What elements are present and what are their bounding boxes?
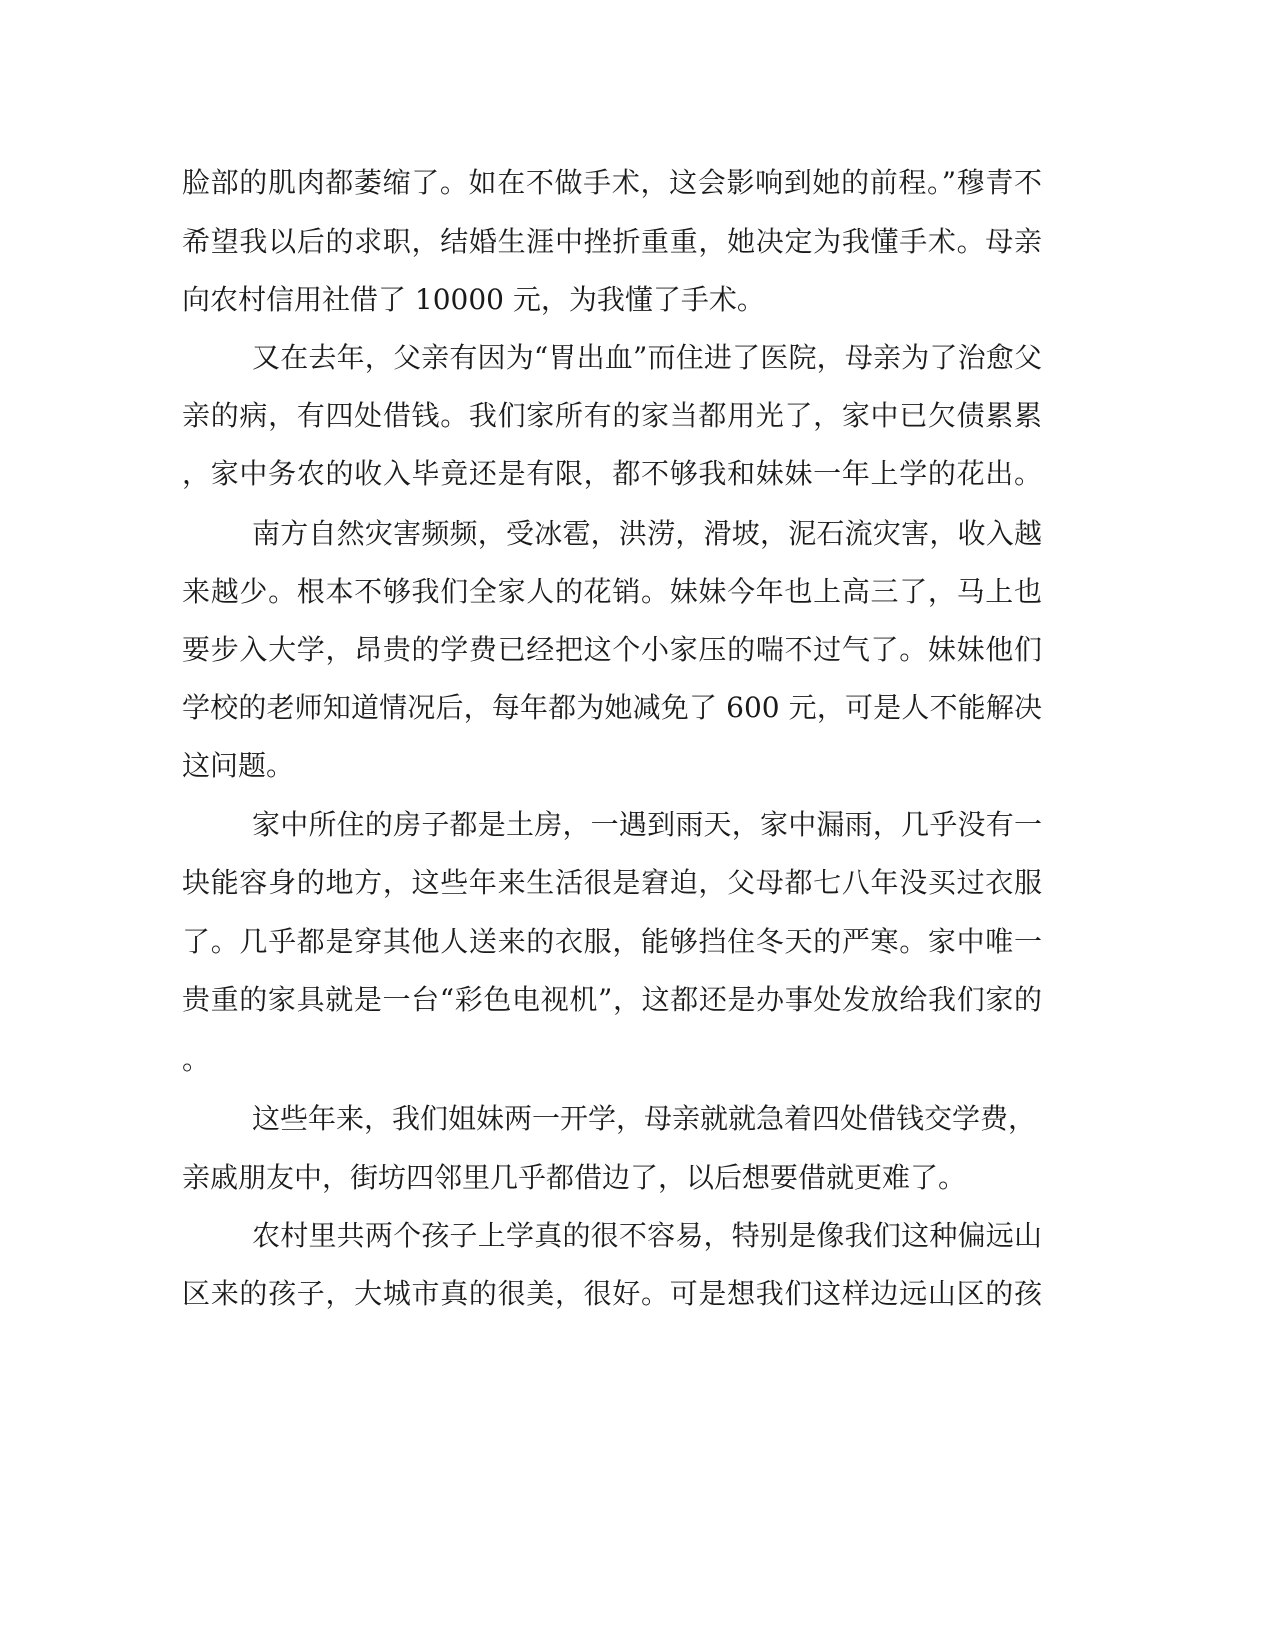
paragraph-first-line: 南方自然灾害频频，受冰雹，洪涝，滑坡，泥石流灾害，收入越 [252,517,1042,550]
text-line: 区来的孩子，大城市真的很美，很好。可是想我们这样边远山区的孩 [182,1277,1042,1310]
text-line: 贵重的家具就是一台“彩色电视机”，这都还是办事处发放给我们家的 [182,983,1042,1016]
text-line: 脸部的肌肉都萎缩了。如在不做手术，这会影响到她的前程。”穆青不 [182,166,1042,199]
text-line: 学校的老师知道情况后，每年都为她减免了 600 元，可是人不能解决 [182,691,1042,724]
text-line: 这问题。 [182,749,295,782]
text-line: 。 [182,1043,211,1076]
text-line: 了。几乎都是穿其他人送来的衣服，能够挡住冬天的严寒。家中唯一 [182,925,1042,958]
text-line: 亲戚朋友中，街坊四邻里几乎都借边了，以后想要借就更难了。 [182,1161,967,1194]
paragraph-first-line: 这些年来，我们姐妹两一开学，母亲就就急着四处借钱交学费， [252,1102,1037,1135]
text-line: 来越少。根本不够我们全家人的花销。妹妹今年也上高三了，马上也 [182,575,1042,608]
paragraph-first-line: 农村里共两个孩子上学真的很不容易，特别是像我们这种偏远山 [252,1219,1042,1252]
paragraph-first-line: 家中所住的房子都是土房，一遇到雨天，家中漏雨，几乎没有一 [252,808,1042,841]
text-line: 块能容身的地方，这些年来生活很是窘迫，父母都七八年没买过衣服 [182,866,1042,899]
text-line: 亲的病，有四处借钱。我们家所有的家当都用光了，家中已欠债累累 [182,399,1042,432]
text-line: 向农村信用社借了 10000 元，为我懂了手术。 [182,283,765,316]
text-line: 要步入大学，昂贵的学费已经把这个小家压的喘不过气了。妹妹他们 [182,633,1042,666]
paragraph-first-line: 又在去年，父亲有因为“胃出血”而住进了医院，母亲为了治愈父 [252,341,1042,374]
text-line: ，家中务农的收入毕竟还是有限，都不够我和妹妹一年上学的花出。 [182,457,1042,490]
text-line: 希望我以后的求职，结婚生涯中挫折重重，她决定为我懂手术。母亲 [182,225,1042,258]
